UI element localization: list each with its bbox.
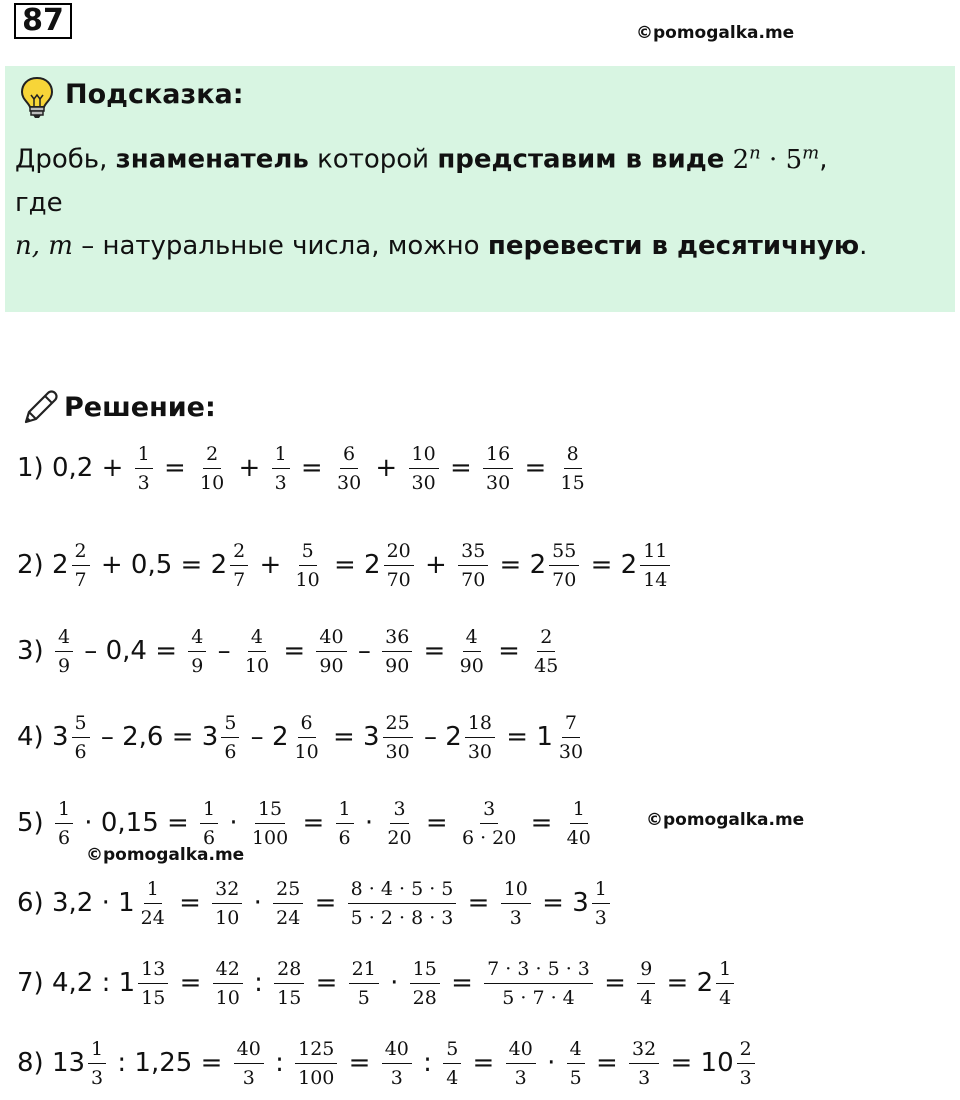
denominator: 30: [467, 740, 492, 763]
numerator: 20: [384, 539, 414, 566]
fraction: [334, 442, 364, 495]
expression-text: 3): [17, 636, 52, 666]
numerator: 4: [55, 625, 73, 652]
denominator: 6: [74, 740, 87, 763]
denominator: 15: [141, 986, 166, 1009]
fraction: [213, 957, 243, 1010]
denominator: 9: [191, 654, 204, 677]
expression-text: ·: [245, 888, 271, 918]
expression-text: = 2: [582, 550, 638, 580]
numerator: 9: [637, 957, 655, 984]
fraction: [249, 797, 291, 850]
fraction: [55, 625, 73, 678]
numerator: 6: [298, 711, 316, 738]
numerator: 16: [483, 442, 513, 469]
numerator: 35: [458, 539, 488, 566]
fraction: [549, 539, 579, 592]
denominator: 7: [233, 568, 246, 591]
denominator: 3: [137, 471, 150, 494]
expression-text: =: [442, 968, 482, 998]
fraction: [637, 957, 655, 1010]
fraction: [501, 877, 531, 930]
expression-text: 7) 4,2 : 1: [17, 968, 136, 998]
denominator: 70: [552, 568, 577, 591]
hint-line-2: где: [15, 188, 63, 218]
denominator: 15: [277, 986, 302, 1009]
expression-text: :: [266, 1048, 293, 1078]
fraction: [234, 1037, 264, 1090]
fraction: [465, 711, 495, 764]
numerator: 40: [316, 625, 346, 652]
denominator: 7: [74, 568, 87, 591]
expression-text: ·: [221, 808, 246, 838]
fraction: [242, 625, 272, 678]
solution-row-7: [17, 952, 737, 1014]
fraction: [316, 625, 346, 678]
expression-text: =: [441, 453, 481, 483]
fraction: [531, 625, 561, 678]
fraction: [737, 1037, 755, 1090]
denominator: 10: [295, 568, 320, 591]
fraction: [382, 1037, 412, 1090]
expression-text: –: [349, 636, 380, 666]
expression-text: = 3: [324, 722, 380, 752]
expression-text: =: [417, 808, 456, 838]
numerator: 2: [737, 1037, 755, 1064]
fraction: [564, 797, 594, 850]
expression-text: =: [464, 1048, 503, 1078]
fraction: [88, 1037, 106, 1090]
numerator: 40: [506, 1037, 536, 1064]
fraction: [274, 957, 304, 1010]
hint-line-3: n, m – натуральные числа, можно перевести в десятичную.: [15, 231, 868, 261]
fraction: [138, 957, 168, 1010]
numerator: 10: [409, 442, 439, 469]
numerator: 4: [188, 625, 206, 652]
solution-row-2: [17, 534, 673, 596]
denominator: 10: [294, 740, 319, 763]
expression-text: 2) 2: [17, 550, 69, 580]
denominator: 30: [411, 471, 436, 494]
expression-text: =: [294, 808, 333, 838]
expression-text: ·: [356, 808, 382, 838]
numerator: 8: [564, 442, 582, 469]
fraction: [640, 539, 670, 592]
fraction: [272, 442, 290, 495]
denominator: 4: [446, 1066, 459, 1089]
denominator: 6 · 20: [461, 826, 517, 849]
expression-text: = 10: [662, 1048, 734, 1078]
numerator: 32: [629, 1037, 659, 1064]
expression-text: – 2: [415, 722, 462, 752]
denominator: 3: [274, 471, 287, 494]
denominator: 5: [569, 1066, 582, 1089]
numerator: 1: [570, 797, 588, 824]
expression-text: ·: [538, 1048, 564, 1078]
numerator: 42: [213, 957, 243, 984]
numerator: 4: [567, 1037, 585, 1064]
expression-text: –: [209, 636, 239, 666]
numerator: 6: [340, 442, 358, 469]
numerator: 2: [203, 442, 221, 469]
numerator: 1: [592, 877, 610, 904]
numerator: 40: [382, 1037, 412, 1064]
expression-text: +: [367, 453, 406, 483]
denominator: 10: [215, 906, 240, 929]
fraction: [558, 442, 588, 495]
fraction: [197, 442, 227, 495]
fraction: [348, 877, 457, 930]
denominator: 10: [244, 654, 270, 677]
fraction: [410, 957, 440, 1010]
expression-text: +: [230, 453, 269, 483]
denominator: 28: [412, 986, 437, 1009]
fraction: [295, 1037, 337, 1090]
watermark-top: ©pomogalka.me: [636, 23, 795, 43]
watermark-left: ©pomogalka.me: [86, 845, 245, 865]
fraction: [200, 797, 218, 850]
numerator: 18: [465, 711, 495, 738]
expression-text: 1) 0,2 +: [17, 453, 132, 483]
fraction: [484, 957, 593, 1010]
denominator: 5 · 7 · 4: [502, 986, 575, 1009]
numerator: 7 · 3 · 5 · 3: [484, 957, 593, 984]
denominator: 90: [459, 654, 484, 677]
hint-title: Подсказка:: [65, 79, 244, 110]
fraction: [384, 539, 414, 592]
numerator: 21: [349, 957, 379, 984]
fraction: [188, 625, 206, 678]
numerator: 2: [230, 539, 248, 566]
denominator: 24: [140, 906, 165, 929]
fraction: [459, 797, 519, 850]
fraction: [384, 797, 414, 850]
fraction: [506, 1037, 536, 1090]
expression-text: 4) 3: [17, 722, 69, 752]
expression-text: 8) 13: [17, 1048, 86, 1078]
numerator: 55: [549, 539, 579, 566]
denominator: 10: [200, 471, 225, 494]
numerator: 8 · 4 · 5 · 5: [348, 877, 457, 904]
numerator: 15: [410, 957, 440, 984]
expression-text: – 0,4 =: [76, 636, 186, 666]
fraction: [230, 539, 248, 592]
fraction: [55, 797, 73, 850]
denominator: 24: [276, 906, 301, 929]
numerator: 1: [336, 797, 354, 824]
denominator: 3: [594, 906, 607, 929]
numerator: 13: [138, 957, 168, 984]
solution-title: Решение:: [64, 392, 216, 423]
fraction: [716, 957, 734, 1010]
numerator: 2: [537, 625, 555, 652]
expression-text: ·: [381, 968, 407, 998]
numerator: 36: [382, 625, 412, 652]
denominator: 100: [298, 1066, 335, 1089]
fraction: [135, 442, 153, 495]
numerator: 15: [255, 797, 285, 824]
numerator: 1: [135, 442, 153, 469]
numerator: 4: [463, 625, 481, 652]
numerator: 1: [272, 442, 290, 469]
expression-text: +: [251, 550, 290, 580]
numerator: 25: [383, 711, 413, 738]
expression-text: = 3: [533, 888, 589, 918]
numerator: 5: [221, 711, 239, 738]
pencil-icon: [20, 388, 60, 428]
lightbulb-icon: [19, 76, 55, 120]
numerator: 5: [443, 1037, 461, 1064]
fraction: [567, 1037, 585, 1090]
denominator: 100: [251, 826, 289, 849]
expression-text: =: [275, 636, 314, 666]
fraction: [349, 957, 379, 1010]
expression-text: 5): [17, 808, 52, 838]
numerator: 3: [480, 797, 498, 824]
expression-text: =: [516, 453, 555, 483]
expression-text: = 2: [325, 550, 381, 580]
denominator: 3: [514, 1066, 527, 1089]
denominator: 70: [461, 568, 486, 591]
expression-text: =: [340, 1048, 379, 1078]
denominator: 5: [357, 986, 370, 1009]
expression-text: +: [416, 550, 456, 580]
fraction: [336, 797, 354, 850]
solution-row-1: [17, 437, 591, 499]
numerator: 1: [144, 877, 162, 904]
numerator: 1: [88, 1037, 106, 1064]
denominator: 9: [57, 654, 71, 677]
expression-text: :: [414, 1048, 441, 1078]
expression-text: = 2: [491, 550, 547, 580]
numerator: 40: [234, 1037, 264, 1064]
numerator: 1: [55, 797, 73, 824]
fraction: [273, 877, 303, 930]
numerator: 5: [299, 539, 317, 566]
fraction: [293, 539, 323, 592]
denominator: 6: [57, 826, 71, 849]
fraction: [383, 711, 413, 764]
fraction: [409, 442, 439, 495]
denominator: 3: [390, 1066, 403, 1089]
denominator: 90: [385, 654, 410, 677]
solution-row-3: [17, 620, 564, 682]
denominator: 70: [386, 568, 411, 591]
solution-row-8: [17, 1032, 758, 1094]
solution-row-4: [17, 706, 589, 768]
denominator: 3: [91, 1066, 104, 1089]
expression-text: =: [306, 888, 345, 918]
solution-row-6: [17, 872, 613, 934]
denominator: 3: [242, 1066, 255, 1089]
denominator: 14: [643, 568, 668, 591]
fraction: [629, 1037, 659, 1090]
numerator: 32: [212, 877, 242, 904]
denominator: 15: [560, 471, 585, 494]
expression-text: =: [587, 1048, 627, 1078]
denominator: 45: [534, 654, 559, 677]
denominator: 6: [338, 826, 351, 849]
denominator: 3: [509, 906, 522, 929]
expression-text: =: [459, 888, 498, 918]
expression-text: =: [595, 968, 635, 998]
denominator: 30: [385, 740, 410, 763]
denominator: 20: [387, 826, 412, 849]
denominator: 10: [215, 986, 240, 1009]
expression-text: = 1: [498, 722, 553, 752]
expression-text: =: [171, 968, 210, 998]
expression-text: =: [155, 453, 195, 483]
watermark-right: ©pomogalka.me: [646, 810, 805, 830]
denominator: 90: [319, 654, 344, 677]
denominator: 6: [203, 826, 216, 849]
numerator: 1: [716, 957, 734, 984]
expression-text: =: [170, 888, 210, 918]
expression-text: · 0,15 =: [76, 808, 198, 838]
formula: $2^n \cdot 5^m$: [732, 142, 820, 175]
expression-text: =: [522, 808, 561, 838]
numerator: 7: [562, 711, 580, 738]
numerator: 5: [72, 711, 90, 738]
numerator: 11: [640, 539, 670, 566]
expression-text: =: [415, 636, 454, 666]
expression-text: = 2: [658, 968, 714, 998]
denominator: 30: [336, 471, 362, 494]
numerator: 3: [390, 797, 408, 824]
fraction: [443, 1037, 461, 1090]
fraction: [457, 625, 487, 678]
hint-line-1: Дробь, знаменатель которой представим в виде $2^n \cdot 5^m$,: [15, 142, 828, 175]
expression-text: 6) 3,2 · 1: [17, 888, 135, 918]
expression-text: : 1,25 =: [109, 1048, 231, 1078]
denominator: 4: [719, 986, 732, 1009]
numerator: 28: [274, 957, 304, 984]
numerator: 25: [273, 877, 303, 904]
expression-text: + 0,5 = 2: [92, 550, 228, 580]
expression-text: :: [245, 968, 272, 998]
expression-text: =: [489, 636, 529, 666]
expression-text: =: [307, 968, 346, 998]
denominator: 5 · 2 · 8 · 3: [350, 906, 454, 929]
hint-box: [5, 66, 955, 312]
denominator: 30: [558, 740, 584, 763]
fraction: [458, 539, 488, 592]
fraction: [592, 877, 610, 930]
fraction: [138, 877, 168, 930]
fraction: [221, 711, 239, 764]
denominator: 4: [640, 986, 653, 1009]
denominator: 30: [486, 471, 511, 494]
expression-text: – 2: [242, 722, 289, 752]
problem-number: 87: [14, 3, 72, 39]
fraction: [72, 539, 90, 592]
denominator: 3: [739, 1066, 752, 1089]
fraction: [212, 877, 242, 930]
fraction: [292, 711, 322, 764]
fraction: [483, 442, 513, 495]
numerator: 1: [200, 797, 218, 824]
numerator: 10: [501, 877, 531, 904]
fraction: [382, 625, 412, 678]
numerator: 125: [295, 1037, 337, 1064]
fraction: [556, 711, 586, 764]
fraction: [72, 711, 90, 764]
expression-text: – 2,6 = 3: [92, 722, 219, 752]
denominator: 3: [638, 1066, 651, 1089]
denominator: 6: [224, 740, 237, 763]
denominator: 40: [566, 826, 591, 849]
numerator: 4: [248, 625, 266, 652]
numerator: 2: [72, 539, 90, 566]
expression-text: =: [292, 453, 331, 483]
